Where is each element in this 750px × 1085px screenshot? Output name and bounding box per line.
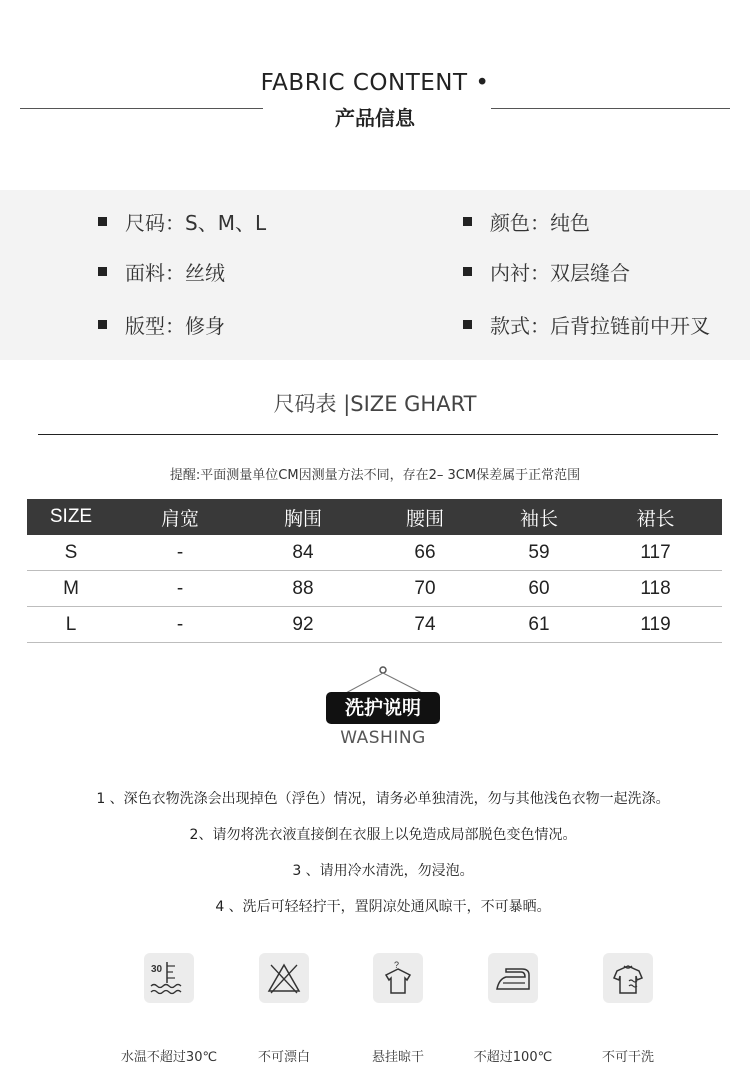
no-dry-clean-label: 不可干洗 — [601, 1050, 654, 1065]
cell: L — [27, 607, 115, 643]
iron-icon — [488, 953, 538, 1003]
info-fit — [98, 310, 225, 339]
table-row — [27, 607, 722, 643]
cell: 84 — [245, 535, 361, 571]
info-color — [463, 207, 590, 236]
size-table — [27, 499, 722, 643]
info-style-text: 款式：后背拉链前中开叉 — [490, 314, 710, 338]
cell: 88 — [245, 571, 361, 607]
table-row — [27, 535, 722, 571]
wash-30-icon — [144, 953, 194, 1003]
info-size-text: 尺码：S、M、L — [125, 211, 267, 235]
bullet-icon — [463, 217, 472, 226]
size-chart-divider — [38, 434, 718, 435]
cell: 70 — [361, 571, 489, 607]
washing-badge: 洗护说明 — [326, 692, 440, 724]
info-color-text: 颜色：纯色 — [490, 211, 590, 235]
info-style — [463, 310, 710, 339]
cell: 61 — [489, 607, 589, 643]
col-shoulder: 肩宽 — [115, 499, 245, 535]
wash-temp-text: 30 — [151, 964, 163, 975]
cell: 92 — [245, 607, 361, 643]
bullet-icon — [463, 267, 472, 276]
cell: 74 — [361, 607, 489, 643]
cell: 66 — [361, 535, 489, 571]
hang-dry-label: 悬挂晾干 — [371, 1050, 424, 1065]
no-dry-clean-icon — [603, 953, 653, 1003]
size-table-header — [27, 499, 722, 535]
hang-dry-icon — [373, 953, 423, 1003]
bullet-icon — [98, 320, 107, 329]
washing-title: WASHING — [340, 728, 426, 748]
cell: 60 — [489, 571, 589, 607]
col-sleeve: 袖长 — [489, 499, 589, 535]
fabric-content-title: FABRIC CONTENT • — [260, 70, 490, 96]
info-fit-text: 版型：修身 — [125, 314, 225, 338]
iron-label: 不超过100℃ — [473, 1050, 553, 1065]
col-length: 裙长 — [589, 499, 722, 535]
wash-instruction-1: 1 、深色衣物洗涤会出现掉色（浮色）情况，请务必单独清洗，勿与其他浅色衣物一起洗涤。 — [96, 791, 670, 807]
wash-30-label: 水温不超过30℃ — [120, 1050, 218, 1065]
wash-instruction-2: 2、请勿将洗衣液直接倒在衣服上以免造成局部脱色变色情况。 — [189, 827, 577, 843]
measurement-tip: 提醒:平面测量单位CM因测量方法不同，存在2– 3CM保差属于正常范围 — [169, 468, 581, 483]
bullet-icon — [98, 217, 107, 226]
wash-instruction-4: 4 、洗后可轻轻拧干，置阴凉处通风晾干，不可暴晒。 — [215, 899, 551, 915]
cell: S — [27, 535, 115, 571]
cell: M — [27, 571, 115, 607]
bullet-icon — [463, 320, 472, 329]
cell: 117 — [589, 535, 722, 571]
info-size — [98, 207, 266, 236]
cell: 118 — [589, 571, 722, 607]
cell: 59 — [489, 535, 589, 571]
cell: - — [115, 607, 245, 643]
cell: - — [115, 535, 245, 571]
col-waist: 腰围 — [361, 499, 489, 535]
cell: 119 — [589, 607, 722, 643]
svg-text:?: ? — [394, 960, 400, 970]
bullet-icon — [98, 267, 107, 276]
table-row — [27, 571, 722, 607]
info-lining-text: 内衬：双层缝合 — [490, 261, 630, 285]
no-bleach-icon — [259, 953, 309, 1003]
col-size: SIZE — [27, 499, 115, 535]
cell: - — [115, 571, 245, 607]
size-chart-title: 尺码表 |SIZE GHART — [273, 392, 477, 416]
info-lining — [463, 257, 630, 286]
info-fabric — [98, 257, 225, 286]
wash-instruction-3: 3 、请用冷水清洗，勿浸泡。 — [292, 863, 474, 879]
col-bust: 胸围 — [245, 499, 361, 535]
no-bleach-label: 不可漂白 — [257, 1050, 310, 1065]
product-info-title: 产品信息 — [335, 106, 415, 130]
info-fabric-text: 面料：丝绒 — [125, 261, 225, 285]
